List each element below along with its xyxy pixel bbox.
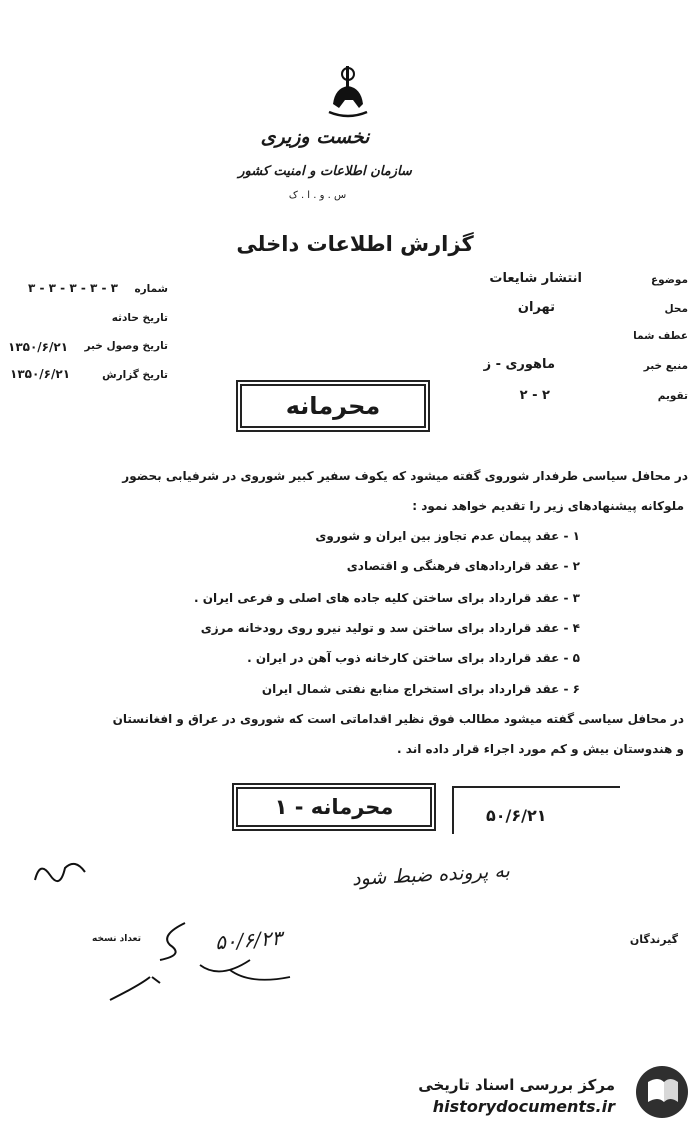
- number-value: ۳ - ۳ - ۳ - ۳ - ۳: [28, 281, 118, 295]
- confidential-stamp-top: محرمانه: [236, 380, 430, 432]
- org-line-3: س . و . ا . ک: [288, 190, 347, 201]
- body-line-2: ملوکانه پیشنهادهای زیر را تقدیم خواهد نمود :: [412, 499, 684, 513]
- body-line-3: در محافل سیاسی گفته میشود مطالب فوق نظیر اقداماتی است که شوروی در عراق و افغانستان: [112, 712, 684, 726]
- confidential-stamp-bottom: محرمانه - ۱: [232, 783, 436, 831]
- list-item-6: ۶ - عقد قرارداد برای استخراج منابع نفتی شمال ایران: [261, 682, 580, 696]
- recipients-label: گیرندگان: [629, 933, 678, 946]
- footer-brand: مرکز بررسی اسناد تاریخی: [418, 1076, 615, 1094]
- copies-label: تعداد نسخه: [92, 934, 141, 944]
- archive-logo-icon: [634, 1064, 690, 1120]
- source-label: منبع خبر: [643, 360, 688, 372]
- report-date-value: ۱۳۵۰/۶/۲۱: [10, 367, 71, 381]
- body-line-1: در محافل سیاسی طرفدار شوروی گفته میشود که یکوف سفیر کبیر شوروی در شرفیابی بحضور: [122, 469, 688, 483]
- list-item-2: ۲ - عقد قراردادهای فرهنگی و اقتصادی: [346, 559, 580, 573]
- date-stamp: [452, 786, 620, 834]
- subject-label: موضوع: [651, 274, 688, 286]
- assessment-value: ۲ - ۲: [519, 388, 550, 403]
- footer-url: historydocuments.ir: [432, 1097, 615, 1116]
- subject-value: انتشار شایعات: [489, 271, 582, 286]
- list-item-1: ۱ - عقد پیمان عدم تجاوز بین ایران و شوروی: [315, 529, 580, 543]
- number-label: شماره: [134, 283, 168, 295]
- handwritten-date: ۵۰/۶/۲۳: [214, 925, 283, 955]
- lion-and-sun-emblem: [323, 62, 373, 120]
- body-line-4: و هندوستان بیش و کم مورد اجراء قرار داده اند .: [397, 742, 684, 756]
- handwritten-note: به پرونده ضبط شود: [351, 859, 511, 891]
- source-value: ماهوری - ز: [483, 357, 555, 372]
- list-item-4: ۴ - عقد قرارداد برای ساختن سد و تولید نیرو روی رودخانه مرزی: [200, 621, 580, 635]
- date-stamp-text: ۵۰/۶/۲۱: [486, 806, 547, 825]
- report-title: گزارش اطلاعات داخلی: [236, 232, 474, 256]
- list-item-3: ۳ - عقد قرارداد برای ساختن کلیه جاده های اصلی و فرعی ایران .: [193, 591, 580, 605]
- handwritten-signature: [90, 905, 320, 1015]
- assessment-label: تقویم: [657, 390, 688, 402]
- place-value: تهران: [517, 300, 555, 315]
- receipt-date-value: ۱۳۵۰/۶/۲۱: [8, 340, 69, 354]
- list-item-5: ۵ - عقد قرارداد برای ساختن کارخانه ذوب آهن در ایران .: [247, 651, 580, 665]
- org-line-1: نخست وزیری: [260, 126, 370, 148]
- event-date-label: تاریخ حادثه: [111, 312, 168, 324]
- reference-label: عطف شما: [633, 330, 688, 342]
- org-line-2: سازمان اطلاعات و امنیت کشور: [238, 164, 412, 179]
- report-date-label: تاریخ گزارش: [102, 369, 168, 381]
- place-label: محل: [664, 303, 688, 315]
- handwritten-scribble: [30, 850, 90, 890]
- receipt-date-label: تاریخ وصول خبر: [84, 340, 168, 352]
